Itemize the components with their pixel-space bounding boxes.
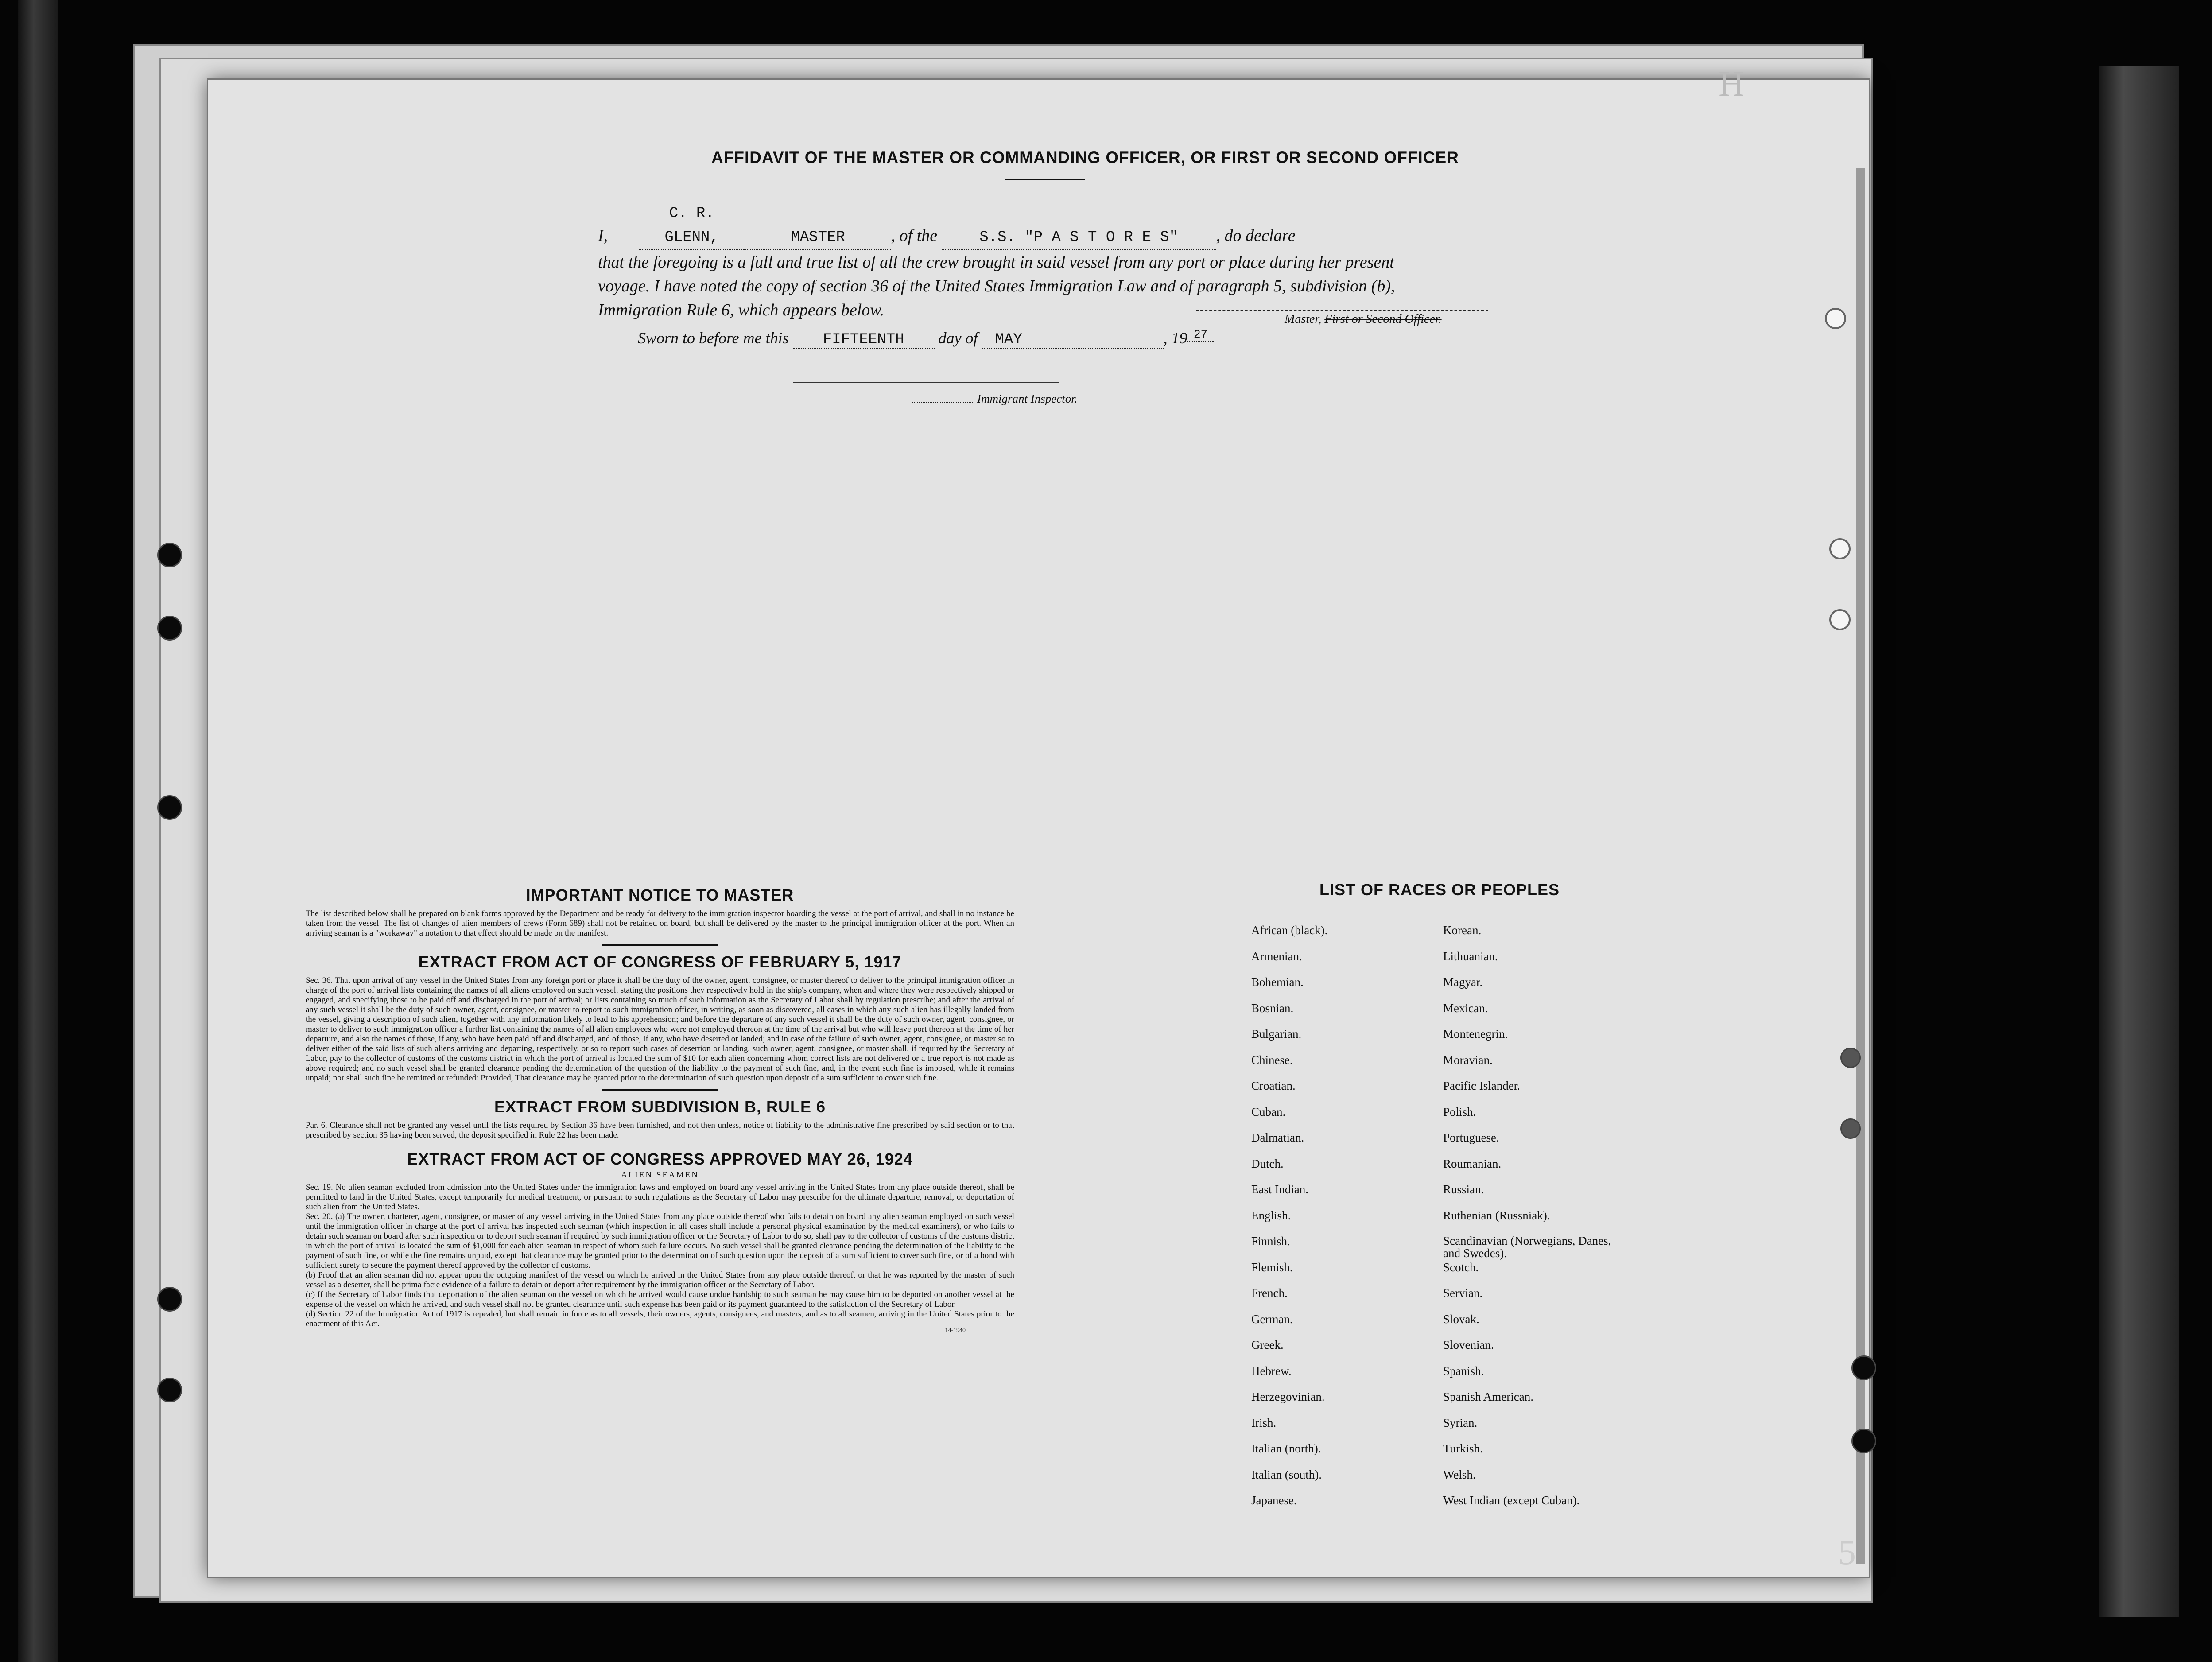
race-item: English.	[1251, 1208, 1291, 1222]
race-item: Montenegrin.	[1443, 1027, 1508, 1041]
notice-title: IMPORTANT NOTICE TO MASTER	[526, 886, 794, 904]
inspector-caption	[912, 392, 1077, 406]
section-divider	[602, 1089, 718, 1091]
punch-hole	[157, 1378, 182, 1402]
race-item: Scotch.	[1443, 1260, 1479, 1274]
extract-1917-body: Sec. 36. That upon arrival of any vessel in the United States from any foreign port or place it shall be the duty of the owner, agent, consignee, or master thereof to deliver to the principal immigration officer in charge of the port of arrival lists containing the names of all aliens employed on such vessel, stating the positions they respectively hold in the ship's company, when and where they were respectively shipped or engaged, and specifying those to be paid off and discharged in the port of arrival; or lists containing so much of such information as the Secretary of Labor shall by regulation prescribe; and after the arrival of any such vessel it shall be the duty of such owner, agent, consignee, or master to report to such immigration officer, in writing, as soon as discovered, all cases in which any such alien has illegally landed from the vessel, giving a description of such alien, together with any information likely to lead to his apprehension; and before the departure of any such vessel it shall be the duty of such owner, agent, consignee, or master to deliver to such immigration officer a further list containing the names of all alien employees who were not employed thereon at the time of the arrival but who will leave port thereon at the time of her departure, and also the names of those, if any, who have been paid off and discharged, and of those, if any, who have deserted or landed; and in case of the failure of such owner, agent, consignee, or master so to deliver either of the said lists of such aliens arriving and departing, respectively, or so to report such cases of desertion or landing, such owner, agent, consignee, or master shall, if required by the Secretary of Labor, pay to the collector of customs of the customs district in which the port of arrival is located the sum of $10 for each alien concerning whom correct lists are not delivered or a true report is not made as above required; and no such vessel shall be granted clearance pending the determination of the question of the liability to the payment of such fine, and, in the event such fine is imposed, while it remains unpaid; nor shall such fine be remitted or refunded: Provided, That clearance may be granted prior to the determination of such question upon deposit of a sum sufficient to cover such fine.	[306, 976, 1014, 1083]
sworn-year-prefix: , 19	[1163, 329, 1187, 347]
race-item: Cuban.	[1251, 1105, 1286, 1118]
race-item: Armenian.	[1251, 949, 1302, 963]
extract-1924-paragraph: (b) Proof that an alien seaman did not appear upon the outgoing manifest of the vessel on which he arrived in the United States from any place outside thereof, or that he was reported by the master of such vessel as a deserter, shall be prima facie evidence of a failure to detain or deport after requirement by the immigration officer or the Secretary of Labor.	[306, 1270, 1014, 1289]
signature-caption	[1285, 312, 1442, 326]
race-item: Mexican.	[1443, 1001, 1488, 1015]
race-item: Slovak.	[1443, 1312, 1479, 1326]
notice-column	[306, 886, 1014, 1334]
race-item: Greek.	[1251, 1338, 1284, 1351]
pencil-mark: H	[1719, 65, 1744, 104]
section-divider	[602, 944, 718, 946]
race-item: Finnish.	[1251, 1235, 1290, 1248]
race-item: Italian (south).	[1251, 1468, 1322, 1481]
race-item: Hebrew.	[1251, 1364, 1292, 1378]
punch-hole-light	[1825, 308, 1846, 329]
races-column-2	[1443, 924, 1611, 1520]
affidavit-title: AFFIDAVIT OF THE MASTER OR COMMANDING OFFICER, OR FIRST OR SECOND OFFICER	[711, 148, 1459, 167]
affidavit-line-3: voyage. I have noted the copy of section 36 of the United States Immigration Law and of paragraph 5, subdivision (b),	[598, 277, 1395, 295]
races-title: LIST OF RACES OR PEOPLES	[1319, 881, 1560, 899]
race-item: Spanish.	[1443, 1364, 1484, 1378]
punch-hole	[1840, 1118, 1861, 1139]
race-item: German.	[1251, 1312, 1293, 1326]
race-item: East Indian.	[1251, 1183, 1308, 1196]
vessel-name-field[interactable]: S.S. "P A S T O R E S"	[942, 225, 1216, 250]
race-item: Pacific Islander.	[1443, 1079, 1520, 1092]
sworn-prefix: Sworn to before me this	[638, 329, 789, 347]
race-item: Irish.	[1251, 1416, 1277, 1429]
punch-hole-light	[1829, 609, 1851, 630]
race-item: Bohemian.	[1251, 975, 1304, 989]
race-item: French.	[1251, 1286, 1288, 1300]
race-item: Lithuanian.	[1443, 949, 1498, 963]
punch-hole	[1851, 1429, 1876, 1453]
extract-1924-paragraph: Sec. 19. No alien seaman excluded from admission into the United States under the immigration laws and employed on board any vessel arriving in the United States from any place outside thereof, shall be permitted to land in the United States, except temporarily for medical treatment, or pursuant to such regulations as the Secretary of Labor may prescribe for the ultimate departure, removal, or deportation of such alien from the United States.	[306, 1183, 1014, 1212]
race-item: African (black).	[1251, 924, 1328, 937]
sworn-year-field[interactable]: 27	[1187, 328, 1214, 342]
binder-strip-right	[2099, 66, 2179, 1617]
text-i: I,	[598, 226, 608, 245]
race-item: Dutch.	[1251, 1157, 1284, 1170]
extract-1924-paragraph: (c) If the Secretary of Labor finds that deportation of the alien seaman on the vessel on which he arrived would cause undue hardship to such seaman he may cause him to be deported on another vessel at the expense of the vessel on which he arrived, and such vessel shall not be granted clearance until such expense has been paid or its payment guaranteed to the satisfaction of the Secretary of Labor.	[306, 1290, 1014, 1309]
extract-1924-paragraph: (d) Section 22 of the Immigration Act of 1917 is repealed, but shall remain in force as to all vessels, their owners, agents, consignees, and masters, and as to all seamen, arriving in the United States prior to the enactment of this Act.	[306, 1309, 1014, 1328]
extract-rule6-body: Par. 6. Clearance shall not be granted any vessel until the lists required by Section 36 have been furnished, and not then unless, notice of liability to the administrative fine prescribed by said section or to that prescribed by section 35 having been served, the deposit specified in Rule 22 has been made.	[306, 1121, 1014, 1140]
sworn-day-field[interactable]: FIFTEENTH	[793, 331, 935, 349]
race-item: Bosnian.	[1251, 1001, 1294, 1015]
master-name-field[interactable]: C. R. GLENN,	[639, 202, 745, 250]
races-column-1	[1251, 924, 1327, 1520]
notice-body: The list described below shall be prepared on blank forms approved by the Department and be ready for delivery to the immigration inspector boarding the vessel at the port of arrival, and shall in no instance be taken from the vessel. The list of changes of alien members of crews (Form 689) shall not be retained on board, but shall be delivered by the master to the principal immigration officer at the port. When an arriving seaman is a "workaway" a notation to that effect should be made on the manifest.	[306, 909, 1014, 938]
binder-strip-left	[18, 0, 58, 1662]
race-item: Bulgarian.	[1251, 1027, 1302, 1041]
race-item: Chinese.	[1251, 1053, 1293, 1067]
inspector-dots	[912, 402, 974, 403]
punch-hole	[157, 616, 182, 641]
race-item: Korean.	[1443, 924, 1482, 937]
race-item: Magyar.	[1443, 975, 1483, 989]
extract-1924-subtitle: ALIEN SEAMEN	[621, 1170, 699, 1180]
text-do-declare: , do declare	[1216, 226, 1296, 245]
race-item: Slovenian.	[1443, 1338, 1494, 1351]
sworn-month-field[interactable]: MAY	[982, 331, 1164, 349]
race-item: Roumanian.	[1443, 1157, 1502, 1170]
race-item: Moravian.	[1443, 1053, 1493, 1067]
race-item: Portuguese.	[1443, 1131, 1499, 1144]
pencil-mark: 5	[1838, 1533, 1856, 1572]
race-item: Italian (north).	[1251, 1442, 1321, 1455]
affidavit-line-1	[598, 202, 1528, 250]
page-edge-shadow	[1856, 168, 1865, 1564]
inspector-signature-line[interactable]	[793, 382, 1059, 383]
extract-1917-title: EXTRACT FROM ACT OF CONGRESS OF FEBRUARY 5, 1917	[418, 953, 902, 971]
affidavit-text	[598, 202, 1528, 322]
race-item: Herzegovinian.	[1251, 1390, 1325, 1403]
extract-1924-title: EXTRACT FROM ACT OF CONGRESS APPROVED MAY 26, 1924	[407, 1150, 913, 1168]
inspector-label: Immigrant Inspector.	[977, 392, 1078, 405]
sworn-statement	[638, 328, 1302, 349]
punch-hole-light	[1829, 538, 1851, 559]
extract-rule6-title: EXTRACT FROM SUBDIVISION B, RULE 6	[494, 1098, 826, 1116]
race-item: Russian.	[1443, 1183, 1484, 1196]
punch-hole	[157, 795, 182, 820]
race-item: Scandinavian (Norwegians, Danes, and Swedes).	[1443, 1234, 1611, 1260]
race-item: Ruthenian (Russniak).	[1443, 1208, 1550, 1222]
affidavit-line-4: Immigration Rule 6, which appears below.	[598, 301, 885, 319]
race-item: Syrian.	[1443, 1416, 1478, 1429]
punch-hole	[157, 543, 182, 567]
punch-hole	[157, 1287, 182, 1312]
race-item: Japanese.	[1251, 1494, 1297, 1507]
form-number: 14-1940	[945, 1327, 966, 1334]
race-item: Croatian.	[1251, 1079, 1296, 1092]
extract-1924-paragraph: Sec. 20. (a) The owner, charterer, agent, consignee, or master of any vessel arriving in the United States from any place outside thereof who fails to detain on board any alien seaman employed on such vessel until the immigration officer in charge at the port of arrival has inspected such seaman (which inspection in all cases shall include a personal physical examination by the medical examiners), or who fails to detain such seaman on board after such inspection or to deport such seaman if required by such immigration officer or the Secretary of Labor to do so, shall pay to the collector of customs of the customs district in which the port of arrival is located the sum of $1,000 for each alien seaman in respect of whom such failure occurs. No such vessel shall be granted clearance pending the determination of the liability to the payment of such fine, or while the fine remains unpaid, except that clearance may be granted prior to the determination of such question upon the deposit of a sum sufficient to cover such fine, or of a bond with sufficient surety to secure the payment thereof approved by the collector of customs.	[306, 1212, 1014, 1270]
punch-hole	[1840, 1048, 1861, 1068]
sworn-day-of: day of	[938, 329, 978, 347]
master-rank-field[interactable]: MASTER	[745, 225, 891, 250]
race-item: Welsh.	[1443, 1468, 1476, 1481]
text-of-the: , of the	[891, 226, 938, 245]
affidavit-line-2: that the foregoing is a full and true list of all the crew brought in said vessel from any port or place during her present	[598, 253, 1394, 272]
race-item: Flemish.	[1251, 1260, 1293, 1274]
race-item: West Indian (except Cuban).	[1443, 1494, 1580, 1507]
race-item: Turkish.	[1443, 1442, 1483, 1455]
race-item: Dalmatian.	[1251, 1131, 1304, 1144]
master-signature-line[interactable]	[1196, 310, 1488, 311]
punch-hole	[1851, 1355, 1876, 1380]
race-item: Spanish American.	[1443, 1390, 1533, 1403]
title-rule	[1005, 179, 1085, 180]
caption-struck-officer: First or Second Officer.	[1324, 312, 1442, 326]
race-item: Servian.	[1443, 1286, 1483, 1300]
race-item: Polish.	[1443, 1105, 1476, 1118]
caption-master: Master,	[1285, 312, 1322, 326]
